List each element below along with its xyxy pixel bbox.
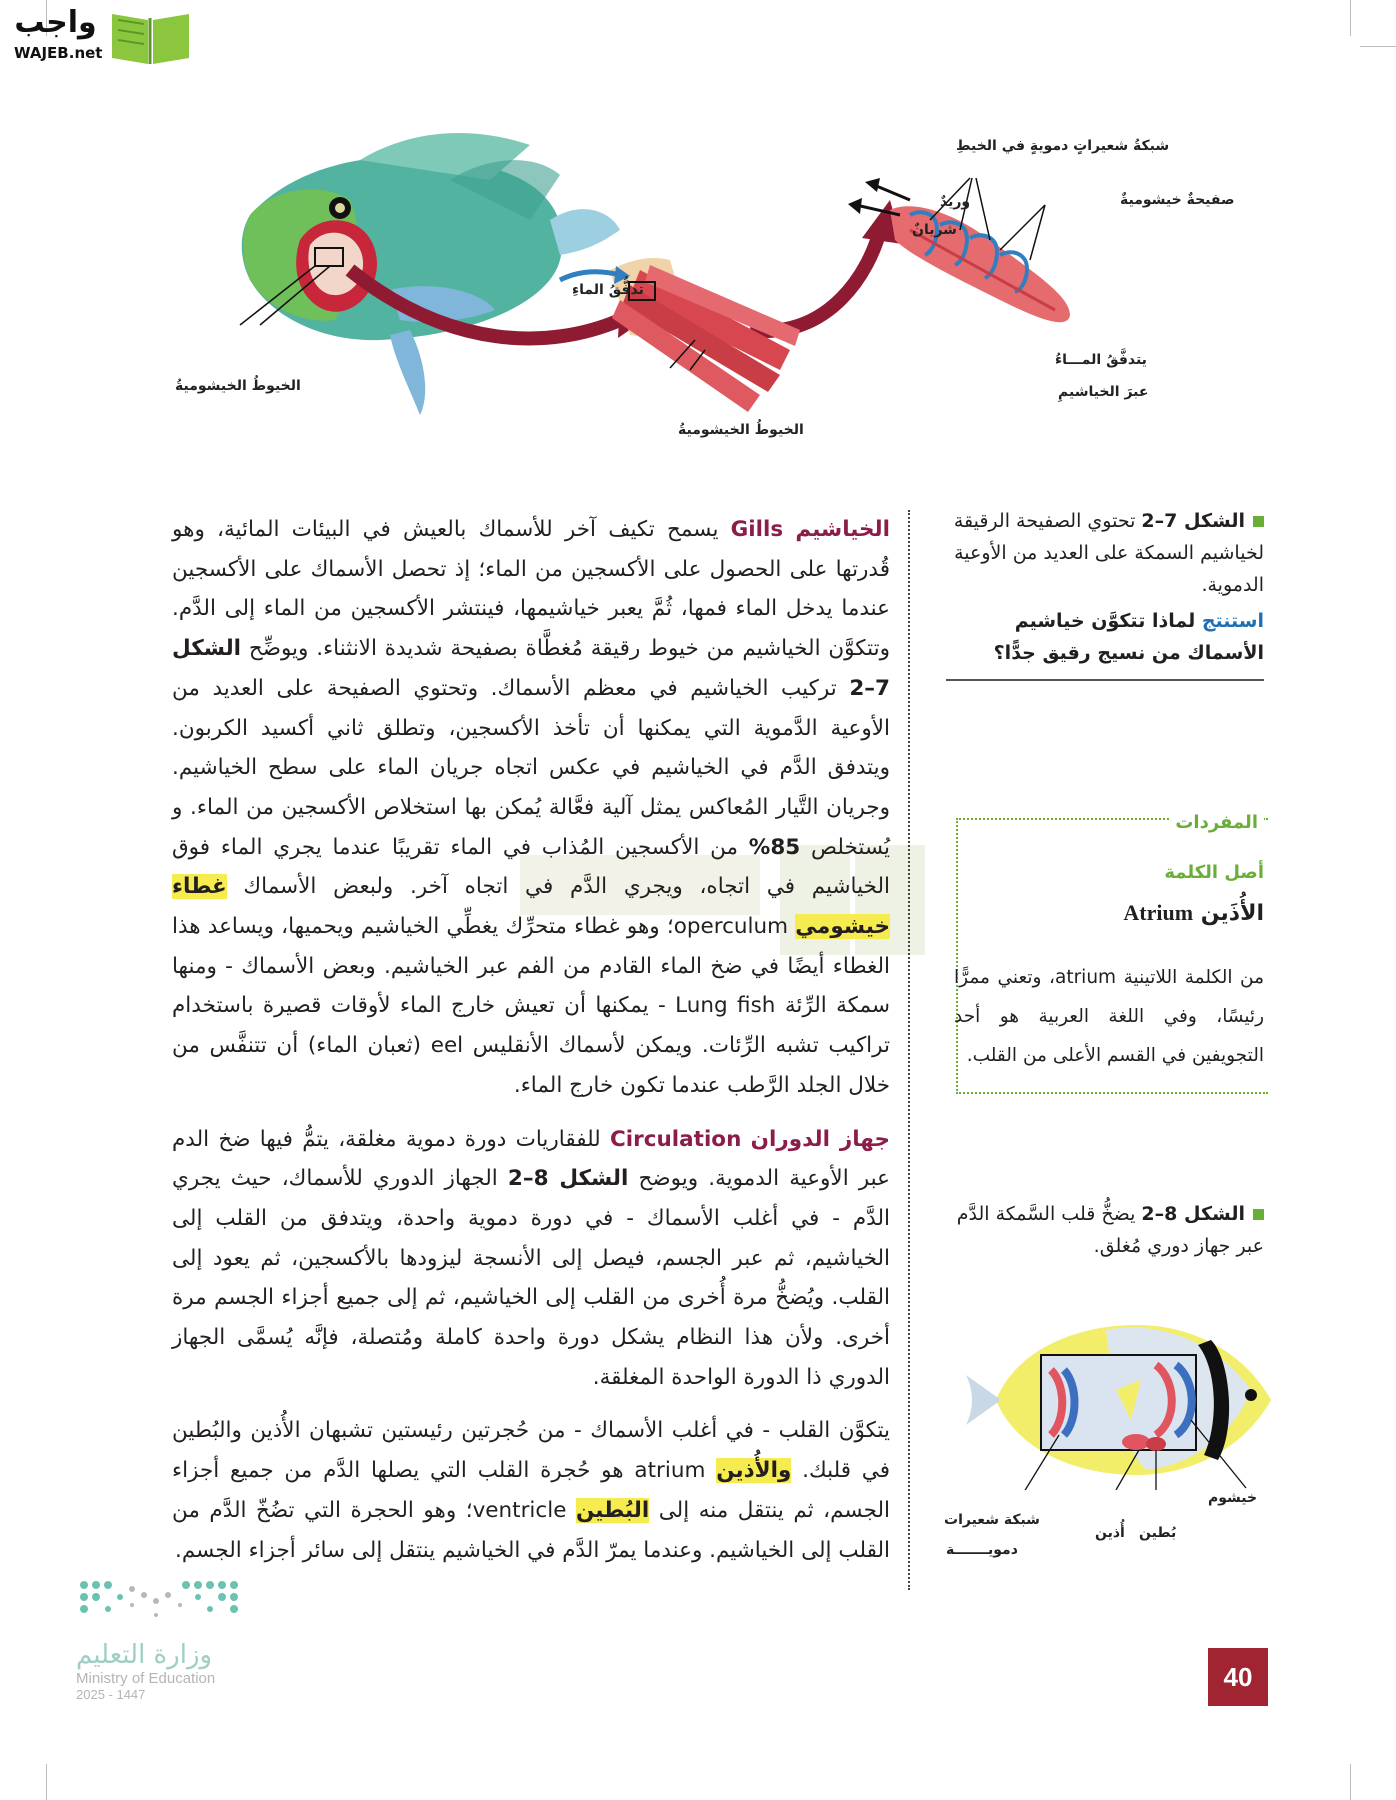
paragraph-circulation	[172, 1120, 890, 1398]
crop-mark	[46, 1764, 47, 1800]
crop-mark	[1350, 0, 1351, 36]
vocab-definition: من الكلمة اللاتينية atrium، وتعني ممرًّا رئيسًا، وفي اللغة العربية هو أحد التجويفين في القسم الأعلى من القلب.	[954, 967, 1264, 1066]
text-run: يسمح تكيف آخر للأسماك بالعيش في البيئات المائية، وهو قُدرتها على الحصول على الأكسجين من الماء؛ إذ تحصل الأسماك على الأكسجين عندما يدخل الماء فمها، ثُمَّ يعبر خياشيمها، فينتشر الأكسجين من الماء إلى الدَّم. وتتكوَّن الخياشيم من خيوط رقيقة مُغطَّاة بصفيحة شديدة الانثناء. ويوضِّح	[172, 517, 890, 662]
ministry-arabic: وزارة التعليم	[76, 1640, 213, 1670]
text-run: للفقاريات دورة دموية مغلقة، يتمُّ فيها ضخ الدم عبر الأوعية الدموية. ويوضح	[172, 1126, 890, 1192]
vocabulary-content	[954, 806, 1264, 1075]
label-fish-filaments: الخيوطُ الخيشوميةُ	[175, 378, 301, 394]
logo-latin: WAJEB.net	[14, 44, 103, 62]
caption-title: الشكل 7–2	[1141, 510, 1245, 532]
main-text	[172, 510, 890, 1584]
label-capillary-2: دمويـــــــة	[946, 1542, 1018, 1558]
text-run: operculum؛ وهو غطاء متحرِّك يغطِّي الخياشيم ويحميها، ويساعد هذا الغطاء أيضًا في ضخ الماء القادم من الفم عبر الخياشيم. وبعض الأسماك - ومنها سمكة الرِّئة Lung fish - يمكنها أن تعيش خارج الماء لأوقات قصيرة باستخدام تراكيب تشبه الرِّئات. ويمكن لأسماك الأنقليس eel (ثعبان الماء) أن تتنفَّس من خلال الجلد الرَّطب عندما تكون خارج الماء.	[172, 914, 890, 1098]
percent-value: 85%	[748, 834, 801, 860]
ministry-logo	[76, 1575, 256, 1725]
label-water-through-1: يتدفَّقُ المـــاءُ	[1055, 352, 1147, 368]
label-mid-filaments: الخيوطُ الخيشوميةُ	[678, 422, 804, 438]
ministry-year: 2025 - 1447	[76, 1687, 146, 1702]
label-ventricle: بُطين	[1139, 1525, 1177, 1541]
label-artery: شريانٌ	[912, 222, 957, 238]
bullet-square-icon	[1253, 516, 1264, 527]
text-run: الجهاز الدوري للأسماك، حيث يجري الدَّم - في أغلب الأسماك - في دورة دموية واحدة، ويتدفق من القلب إلى الخياشيم، ثم عبر الجسم، فيصل إلى الأنسجة ليزودها بالأكسجين، ثم يعود إلى القلب. ويُضخُّ مرة أُخرى من القلب إلى الخياشيم، ثم إلى جميع أجزاء الجسم مرة أخرى. ولأن هذا النظام يشكل دورة واحدة كاملة ومُتصلة، فإنَّه يُسمَّى الجهاز الدوري ذا الدورة الواحدة المغلقة.	[172, 1166, 890, 1390]
label-atrium: أُذين	[1095, 1525, 1125, 1541]
caption-underline	[946, 679, 1264, 681]
parrotfish-illustration	[240, 133, 620, 415]
label-vein: وريدٌ	[940, 194, 971, 210]
term-gills-en: Gills	[730, 517, 784, 542]
crop-mark	[1360, 46, 1396, 47]
figure-ref[interactable]: الشكل 7–2	[172, 636, 890, 701]
ministry-english: Ministry of Education	[76, 1670, 216, 1687]
fish-circulation-figure	[956, 1310, 1278, 1490]
infer-label: استنتج	[1201, 610, 1264, 632]
label-lamella: صفيحةٌ خيشوميةٌ	[1120, 192, 1235, 208]
figure-caption-7-2	[944, 505, 1264, 681]
text-run: ventricle؛ وهو الحجرة التي تضُخّ الدَّم من القلب إلى الخياشيم. وعندما يمرّ الدَّم في الخياشيم ينتقل إلى سائر أجزاء الجسم.	[172, 1497, 890, 1563]
term-circulation-en: Circulation	[609, 1126, 742, 1152]
vocab-word-en: Atrium	[1123, 900, 1194, 925]
word-origin-label: أصل الكلمة	[1164, 862, 1264, 883]
text-run: من الأكسجين المُذاب في الماء تقريبًا عندما يجري الماء فوق الخياشيم في اتجاه، ويجري الدَّم في اتجاه آخر. ولبعض الأسماك	[172, 834, 890, 900]
paragraph-heart	[172, 1411, 890, 1570]
infer-question	[944, 605, 1264, 669]
label-water-through-2: عبرَ الخياشيمِ	[1058, 384, 1149, 400]
label-capillary-1: شبكة شعيرات	[944, 1512, 1040, 1528]
logo-arabic: واجب	[14, 5, 97, 40]
ministry-dots-icon	[76, 1575, 246, 1630]
book-icon	[108, 6, 193, 66]
gill-structure-figure	[150, 120, 1260, 450]
vocab-header: المفردات	[1169, 807, 1264, 839]
label-gill: خيشوم	[1208, 1490, 1258, 1506]
text-run: تركيب الخياشيم في معظم الأسماك. وتحتوي الصفيحة على العديد من الأوعية الدَّموية التي يمكنها أن تأخذ الأكسجين، وتطلق ثاني أكسيد الكربون. ويتدفق الدَّم في الخياشيم في عكس اتجاه جريان الماء على سطح الخياشيم. وجريان التَّيار المُعاكس يمثل آلية فعَّالة يُمكن بها استخلاص الأكسجين من الماء. و يُستخلص	[172, 675, 890, 860]
text-run: يتكوَّن القلب - في أغلب الأسماك - من حُجرتين رئيستين تشبهان الأُذين والبُطين في قلبك.	[172, 1418, 890, 1484]
term-circulation-ar: جهاز الدوران	[750, 1126, 890, 1152]
crop-mark	[1350, 1764, 1351, 1800]
highlight-operculum: غطاء خيشومي	[172, 874, 890, 940]
figure-ref[interactable]: الشكل 8–2	[507, 1166, 629, 1192]
label-capillary-net: شبكةُ شعيراتٍ دمويةٍ في الخيطِ	[956, 138, 1170, 154]
term-gills-ar: الخياشيم	[795, 517, 890, 542]
page-number: 40	[1208, 1648, 1268, 1706]
caption-text: تحتوي الصفيحة الرقيقة لخياشيم السمكة على العديد من الأوعية الدموية.	[953, 510, 1264, 596]
text-run: atrium هو حُجرة القلب التي يصلها الدَّم من جميع أجزاء الجسم، ثم ينتقل منه إلى	[172, 1458, 890, 1523]
bullet-square-icon	[1253, 1209, 1264, 1220]
highlight-ventricle: البُطين	[575, 1497, 650, 1523]
wajeb-logo[interactable]	[8, 4, 193, 70]
paragraph-gills	[172, 510, 890, 1106]
caption-text: يضخُّ قلب السَّمكة الدَّم عبر جهاز دوري مُغلق.	[956, 1203, 1264, 1257]
column-divider	[908, 510, 910, 1590]
caption-title: الشكل 8–2	[1141, 1203, 1245, 1225]
label-water-flow: تدفُّقُ الماءِ	[572, 282, 644, 298]
figure-caption-8-2	[944, 1198, 1264, 1262]
vocab-word	[954, 897, 1264, 930]
infer-text: لماذا تتكوَّن خياشيم الأسماك من نسيج رقيق جدًّا؟	[993, 610, 1264, 664]
highlight-atrium: والأُذين	[716, 1458, 792, 1484]
vocab-word-ar: الأُذَين	[1200, 901, 1264, 926]
